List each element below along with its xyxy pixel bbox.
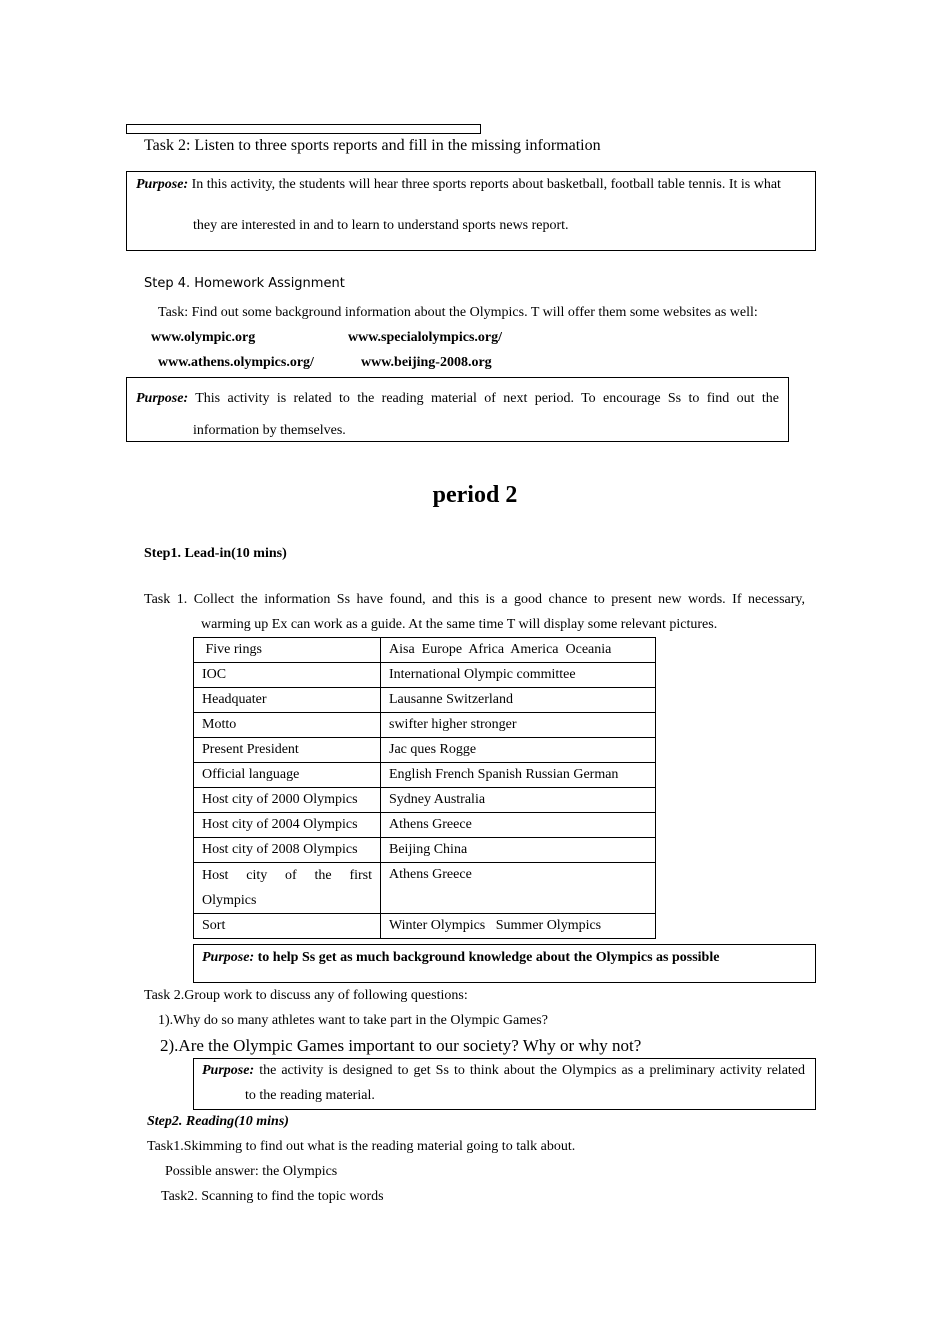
table-value: Athens Greece <box>381 863 656 914</box>
task1-skimming: Task1.Skimming to find out what is the reading material going to talk about. <box>147 1139 576 1154</box>
table-row <box>194 838 656 863</box>
table-key: Headquater <box>194 688 381 713</box>
table-value: swifter higher stronger <box>381 713 656 738</box>
purpose-4-line-1 <box>202 1063 805 1079</box>
website-link-athens[interactable]: www.athens.olympics.org/ <box>158 355 314 370</box>
table-value: Jac ques Rogge <box>381 738 656 763</box>
table-value: English French Spanish Russian German <box>381 763 656 788</box>
website-link-olympic[interactable]: www.olympic.org <box>151 330 256 345</box>
table-key: Five rings <box>194 638 381 663</box>
purpose-3-text: to help Ss get as much background knowledge about the Olympics as possible <box>257 950 720 965</box>
task1-line-1: Task 1. Collect the information Ss have found, and this is a good chance to present new words. If necessary, <box>144 592 805 607</box>
task2-listen-heading: Task 2: Listen to three sports reports and fill in the missing information <box>144 137 601 154</box>
empty-top-box <box>126 124 481 134</box>
website-link-beijing[interactable]: www.beijing-2008.org <box>361 355 492 370</box>
purpose-4-text: the activity is designed to get Ss to think about the Olympics as a preliminary activity related <box>259 1063 806 1078</box>
table-value: Lausanne Switzerland <box>381 688 656 713</box>
table-row <box>194 788 656 813</box>
purpose-1-line-1 <box>136 177 806 193</box>
step2-heading: Step2. Reading(10 mins) <box>147 1114 289 1129</box>
olympics-info-table <box>193 637 656 939</box>
step4-heading: Step 4. Homework Assignment <box>144 276 345 291</box>
table-row <box>194 763 656 788</box>
table-key: Official language <box>194 763 381 788</box>
table-value: Athens Greece <box>381 813 656 838</box>
table-row <box>194 663 656 688</box>
website-link-specialolympics[interactable]: www.specialolympics.org/ <box>348 330 502 345</box>
table-value: Sydney Australia <box>381 788 656 813</box>
table-row <box>194 638 656 663</box>
table-row <box>194 813 656 838</box>
table-key: Host city of 2000 Olympics <box>194 788 381 813</box>
task2-group-heading: Task 2.Group work to discuss any of following questions: <box>144 988 468 1003</box>
purpose-label: Purpose: <box>202 950 255 965</box>
table-value: Winter Olympics Summer Olympics <box>381 914 656 939</box>
question-2: 2).Are the Olympic Games important to our society? Why or why not? <box>160 1036 642 1055</box>
table-key: IOC <box>194 663 381 688</box>
table-key: Sort <box>194 914 381 939</box>
purpose-2-text: This activity is related to the reading material of next period. To encourage Ss to find out the <box>195 391 779 406</box>
table-key: Host city of the first Olympics <box>194 863 381 914</box>
purpose-label: Purpose: <box>136 391 189 406</box>
purpose-1-line-2: they are interested in and to learn to understand sports news report. <box>193 218 569 233</box>
purpose-4-line-2: to the reading material. <box>245 1088 375 1103</box>
table-key: Present President <box>194 738 381 763</box>
table-value: International Olympic committee <box>381 663 656 688</box>
task1-line-2: warming up Ex can work as a guide. At the same time T will display some relevant pictures. <box>201 617 718 632</box>
table-value: Beijing China <box>381 838 656 863</box>
purpose-label: Purpose: <box>136 177 189 192</box>
purpose-2-line-2: information by themselves. <box>193 423 346 438</box>
table-key: Host city of 2004 Olympics <box>194 813 381 838</box>
table-key: Host city of 2008 Olympics <box>194 838 381 863</box>
table-key: Motto <box>194 713 381 738</box>
page-title: period 2 <box>432 482 518 508</box>
table-row <box>194 713 656 738</box>
table-row <box>194 738 656 763</box>
table-row <box>194 688 656 713</box>
possible-answer: Possible answer: the Olympics <box>165 1164 338 1179</box>
table-row <box>194 914 656 939</box>
purpose-1-text: In this activity, the students will hear three sports reports about basketball, football table tennis. It is what <box>191 177 781 192</box>
purpose-label: Purpose: <box>202 1063 255 1078</box>
purpose-2-line-1 <box>136 391 779 407</box>
table-row <box>194 863 656 914</box>
step1-heading: Step1. Lead-in(10 mins) <box>144 546 287 561</box>
step4-task: Task: Find out some background information about the Olympics. T will offer them some websites as well: <box>158 305 758 320</box>
purpose-3-line <box>202 950 719 966</box>
task2-scanning: Task2. Scanning to find the topic words <box>161 1189 384 1204</box>
table-value: Aisa Europe Africa America Oceania <box>381 638 656 663</box>
question-1: 1).Why do so many athletes want to take part in the Olympic Games? <box>158 1013 548 1028</box>
